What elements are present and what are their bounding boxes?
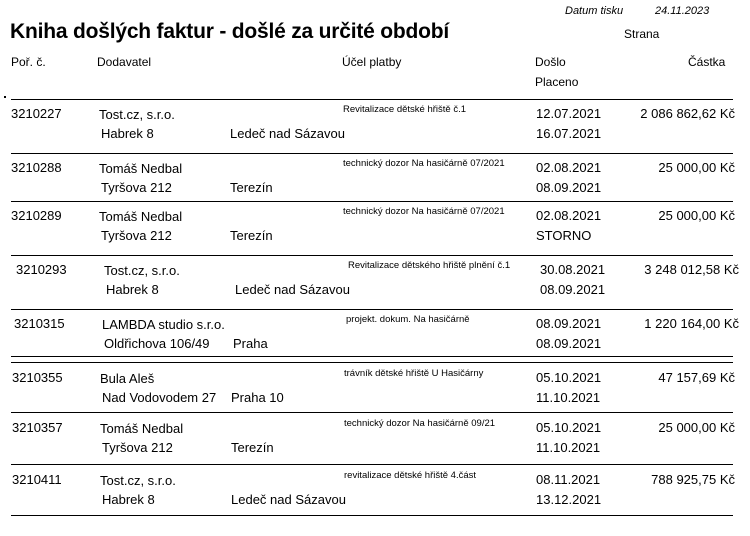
supplier-street: Tyršova 212: [101, 180, 172, 195]
amount: 788 925,75 Kč: [651, 472, 735, 487]
amount: 1 220 164,00 Kč: [644, 316, 739, 331]
payment-purpose: technický dozor Na hasičárně 07/2021: [343, 158, 505, 169]
amount: 25 000,00 Kč: [658, 420, 735, 435]
payment-purpose: revitalizace dětské hřiště 4.část: [344, 470, 477, 481]
invoice-number: 3210288: [11, 160, 62, 175]
supplier-city: Terezín: [230, 228, 273, 243]
received-date: 08.11.2021: [536, 472, 601, 487]
row-separator: [11, 153, 733, 154]
paid-date: 08.09.2021: [540, 282, 606, 297]
amount: 25 000,00 Kč: [658, 208, 735, 223]
supplier-name: Tomáš Nedbal: [99, 209, 183, 224]
payment-purpose: Revitalizace dětské hřiště č.1: [343, 104, 467, 115]
row-separator: [11, 99, 733, 100]
supplier-city: Ledeč nad Sázavou: [231, 492, 346, 507]
supplier-street: Oldřichova 106/49: [104, 336, 210, 351]
supplier-street: Tyršova 212: [101, 228, 172, 243]
supplier-name: Tomáš Nedbal: [99, 161, 183, 176]
invoice-number: 3210411: [12, 472, 62, 487]
supplier-name: Tost.cz, s.r.o.: [104, 263, 180, 278]
amount: 3 248 012,58 Kč: [644, 262, 739, 277]
amount: 25 000,00 Kč: [658, 160, 735, 175]
invoice-number: 3210227: [11, 106, 62, 121]
paid-date: 13.12.2021: [536, 492, 602, 507]
stray-dot: [4, 96, 6, 98]
column-header-number: Poř. č.: [11, 55, 46, 69]
row-separator: [11, 412, 733, 413]
print-date: 24.11.2023: [655, 5, 710, 17]
supplier-street: Habrek 8: [101, 126, 154, 141]
supplier-name: Tomáš Nedbal: [100, 421, 184, 436]
page-title: Kniha došlých faktur - došlé za určité období: [10, 20, 450, 43]
received-date: 02.08.2021: [536, 160, 602, 175]
supplier-name: Tost.cz, s.r.o.: [99, 107, 175, 122]
received-date: 05.10.2021: [536, 370, 602, 385]
invoice-number: 3210293: [16, 262, 67, 277]
received-date: 12.07.2021: [536, 106, 602, 121]
payment-purpose: projekt. dokum. Na hasičárně: [346, 314, 470, 325]
supplier-street: Tyršova 212: [102, 440, 173, 455]
supplier-city: Praha: [233, 336, 268, 351]
received-date: 30.08.2021: [540, 262, 606, 277]
row-separator: [11, 464, 733, 465]
payment-purpose: Revitalizace dětského hřiště plnění č.1: [348, 260, 511, 271]
row-separator: [11, 515, 733, 516]
column-header-received: Došlo: [535, 55, 566, 69]
payment-purpose: trávník dětské hřiště U Hasičárny: [344, 368, 484, 379]
print-date-label: Datum tisku: [565, 5, 624, 17]
paid-date: STORNO: [536, 228, 592, 243]
supplier-street: Habrek 8: [106, 282, 159, 297]
row-separator: [11, 201, 733, 202]
invoice-number: 3210355: [12, 370, 63, 385]
column-header-purpose: Účel platby: [342, 55, 402, 69]
row-separator: [11, 309, 733, 310]
supplier-street: Nad Vodovodem 27: [102, 390, 217, 405]
invoice-number: 3210289: [11, 208, 62, 223]
supplier-name: Tost.cz, s.r.o.: [100, 473, 176, 488]
row-separator: [11, 362, 733, 363]
paid-date: 08.09.2021: [536, 336, 602, 351]
supplier-street: Habrek 8: [102, 492, 155, 507]
payment-purpose: technický dozor Na hasičárně 07/2021: [343, 206, 505, 217]
column-header-amount: Částka: [688, 55, 726, 69]
received-date: 05.10.2021: [536, 420, 602, 435]
received-date: 02.08.2021: [536, 208, 602, 223]
paid-date: 11.10.2021: [536, 440, 601, 455]
supplier-city: Ledeč nad Sázavou: [235, 282, 350, 297]
payment-purpose: technický dozor Na hasičárně 09/21: [344, 418, 496, 429]
supplier-city: Ledeč nad Sázavou: [230, 126, 345, 141]
paid-date: 16.07.2021: [536, 126, 602, 141]
supplier-city: Terezín: [231, 440, 274, 455]
supplier-name: Bula Aleš: [100, 371, 155, 386]
supplier-name: LAMBDA studio s.r.o.: [102, 317, 225, 332]
amount: 47 157,69 Kč: [658, 370, 735, 385]
invoice-number: 3210357: [12, 420, 63, 435]
received-date: 08.09.2021: [536, 316, 602, 331]
column-header-paid: Placeno: [535, 75, 579, 89]
paid-date: 11.10.2021: [536, 390, 601, 405]
supplier-city: Praha 10: [231, 390, 284, 405]
page-label: Strana: [624, 27, 660, 41]
column-header-supplier: Dodavatel: [97, 55, 152, 69]
row-separator: [11, 255, 733, 256]
invoice-number: 3210315: [14, 316, 65, 331]
paid-date: 08.09.2021: [536, 180, 602, 195]
amount: 2 086 862,62 Kč: [640, 106, 735, 121]
supplier-city: Terezín: [230, 180, 273, 195]
row-separator: [11, 356, 733, 357]
